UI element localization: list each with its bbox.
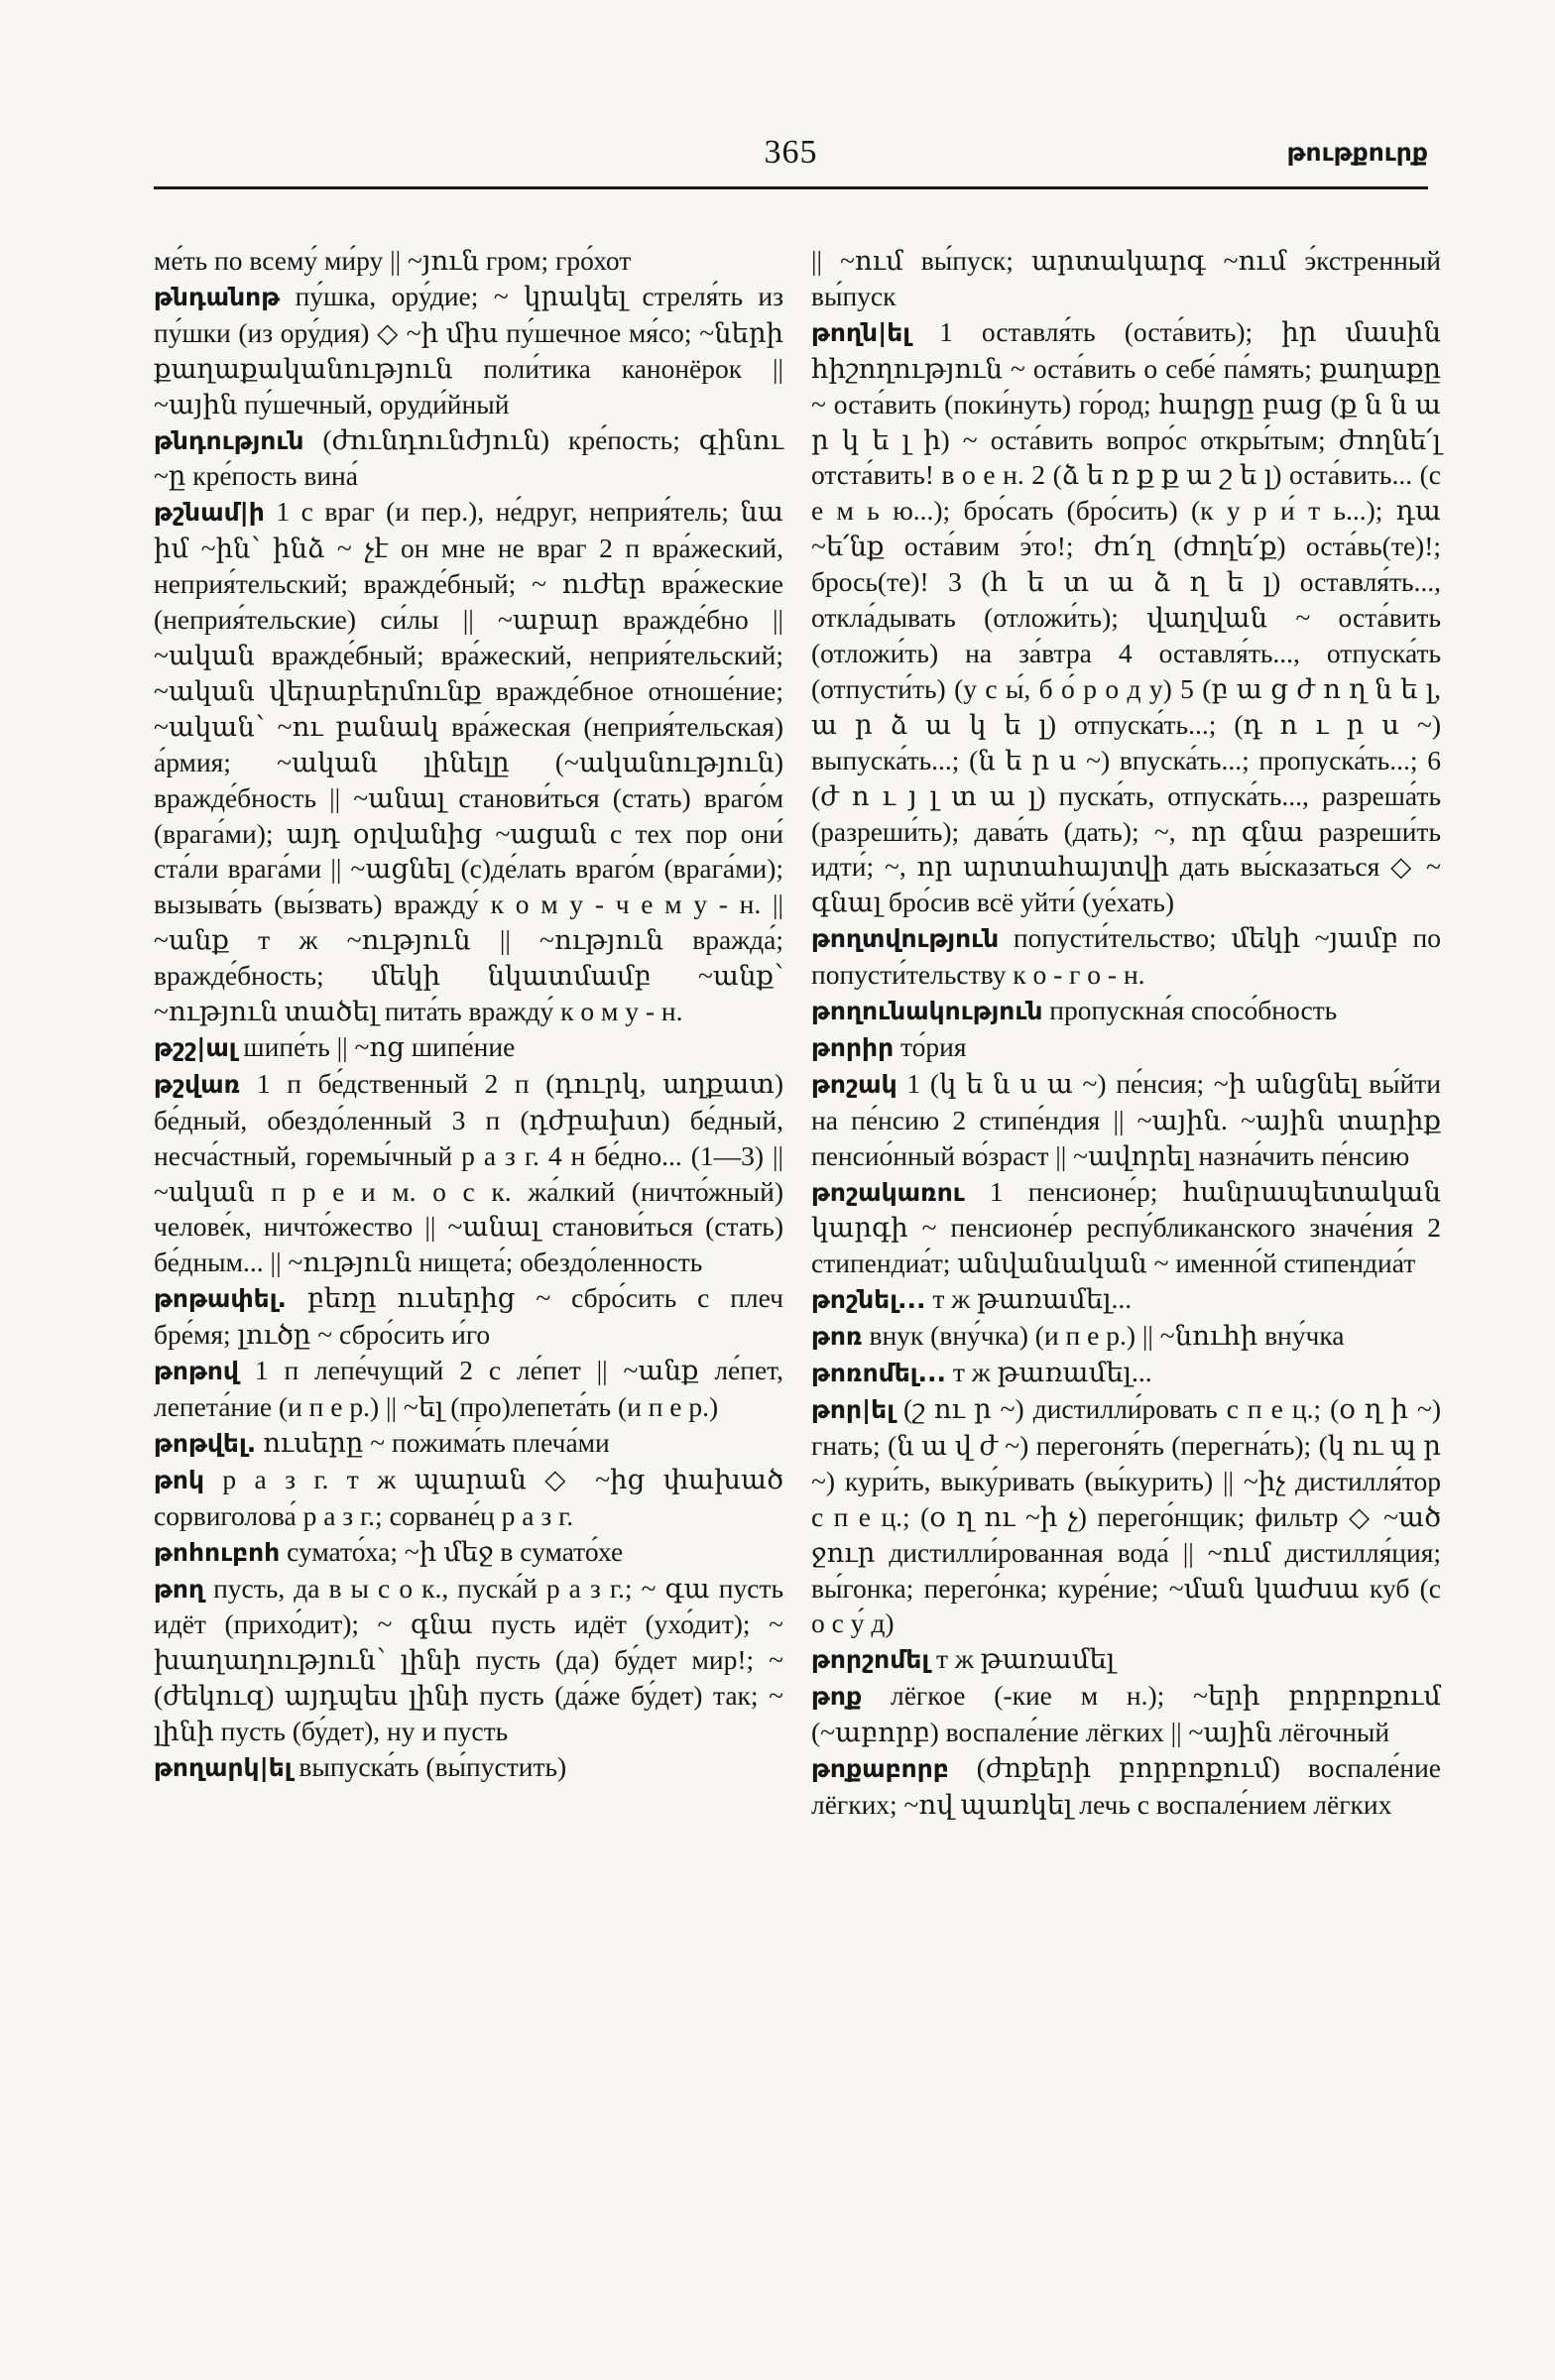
entry-definition: (ժոքերի բորբոքում) воспале́ние лёгких; ~ով պառկել лечь с воспале́нием лёгких (811, 1752, 1442, 1820)
entry-definition: 1 п бе́дственный 2 п (դուրկ, աղքատ) бе́дный, обездо́ленный 3 п (դժբախտ) бе́дный, несча́стный, горемы́чный р а з г. 4 н бе́дно... (1—3) || ~ական п р е и м. о с к. жа́лкий (ничто́жный) челове́к, ничто́жество || ~անալ станови́ться (стать) бе́дным... || ~ություն нищета́; обездо́ленность (154, 1067, 784, 1278)
entry-headword: թողտվություն (811, 924, 1000, 954)
entry-headword: թողն|ել (811, 317, 910, 347)
entry-definition: пусть, да в ы с о к., пуска́й р а з г.; ~ գա пусть идёт (прихо́дит); ~ գնա пусть идёт (ухо́дит); ~ խաղաղություն՝ լինի пусть (да) бу́дет мир!; ~ (ժեկուզ) այդպես լինի пусть (да́же бу́дет) так; ~ լինի пусть (бу́дет), ну и пусть (154, 1572, 783, 1747)
entry-definition: 1 (կ ե ն ս ա ~) пе́нсия; ~ի անցնել вы́йти на пе́нсию 2 стипе́ндия || ~ային. ~ային տարիք пенсио́нный во́зраст || ~ավորել назна́чить пе́нсию (811, 1067, 1441, 1171)
entry-definition: ուսերը ~ пожима́ть плеча́ми (263, 1426, 610, 1458)
dictionary-entry (154, 422, 783, 495)
entry-headword: թողարկ|ել (154, 1753, 293, 1783)
entry-headword: թորիր (811, 1032, 895, 1062)
entry-headword: թորշոմել (811, 1645, 930, 1675)
entry-headword: թոռ (811, 1322, 863, 1352)
dictionary-entry (811, 993, 1441, 1029)
entry-headword: թոթով (154, 1357, 239, 1386)
left-column (154, 243, 783, 1786)
dictionary-entry (811, 1391, 1441, 1641)
entry-headword: թոկ (154, 1465, 205, 1494)
entry-definition: 1 п лепе́чущий 2 с ле́пет || ~անք ле́пет, лепета́ние (и п е р.) || ~ել (про)лепета́ть (и п е р.) (154, 1355, 783, 1422)
entry-headword: թոռոմել... (811, 1359, 946, 1388)
entry-headword: թոքաբորբ (811, 1754, 949, 1784)
entry-headword: թողունակություն (811, 997, 1043, 1026)
entry-definition: сумато́ха; ~ի մեջ в сумато́хе (287, 1535, 624, 1567)
entry-definition: 1 пенсионе́р; հանրապետական կարգի ~ пенсионе́р респу́бликанского значе́ния 2 стипендиа́т; անվանական ~ именно́й стипендиа́т (811, 1175, 1441, 1279)
entry-definition: т ж թառամել... (932, 1283, 1133, 1315)
dictionary-entry (154, 243, 783, 279)
entry-headword: թոք (811, 1682, 863, 1712)
dictionary-entry (811, 1281, 1441, 1318)
dictionary-entry (154, 279, 783, 422)
entry-definition: пропускна́я спосо́бность (1049, 995, 1338, 1026)
entry-definition: բեռը ուսերից ~ сбро́сить с плеч бре́мя; լուծը ~ сбро́сить и́го (154, 1282, 784, 1351)
entry-definition: шипе́ть || ~ոց шипе́ние (243, 1030, 516, 1062)
dictionary-entry (811, 1355, 1441, 1391)
dictionary-entry (811, 1641, 1441, 1678)
entry-definition: то́рия (900, 1030, 967, 1062)
right-column (811, 243, 1441, 1823)
header-rule (154, 186, 1428, 189)
dictionary-entry (811, 243, 1441, 314)
dictionary-entry (811, 1066, 1441, 1174)
dictionary-entry (154, 1280, 783, 1353)
entry-headword: թոթվել. (154, 1428, 257, 1458)
entry-definition: попусти́тельство; մեկի ~յամբ по попусти́тельству к о - г о - н. (811, 922, 1441, 991)
dictionary-entry (811, 1174, 1441, 1282)
page-number: 365 (764, 134, 818, 171)
entry-headword: թշնամ|ի (154, 498, 265, 528)
entry-definition: ме́ть по всему́ ми́ру || ~յուն гром; гро́хот (154, 245, 632, 276)
entry-headword: թոշնել... (811, 1285, 926, 1315)
entry-headword: թոշակ (811, 1069, 897, 1099)
entry-headword: թշվառ (154, 1069, 241, 1099)
entry-definition: 1 оставля́ть (оста́вить); իր մասին հիշողություն ~ оста́вить о себе́ па́мять; քաղաքը ~ оста́вить (поки́нуть) го́род; հարցը բաց (ք ն ն ա ր կ ե լ ի) ~ оста́вить вопро́с откры́тым; ժողնե՛լ отста́вить! в о е н. 2 (ձ ե ռ ք ք ա շ ե լ) оста́вить... (с е м ь ю...); бро́сать (бро́сить) (к у р и́ т ь...); դա ~ե՛նք оста́вим э́то!; ժո՛ղ (ժողե՛ք) оста́вь(те)!; брось(те)! 3 (հ ե տ ա ձ ղ ե լ) оставля́ть..., откла́дывать (отложи́ть); վաղվան ~ оста́вить (отложи́ть) на за́втра 4 оставля́ть..., отпуска́ть (отпусти́ть) (у с ы́, б о́ р о д у) 5 (բ ա ց ժ ո ղ ն ե լ, ա ր ձ ա կ ե լ) отпуска́ть...; (դ ո ւ ր ս ~) выпуска́ть...; (ն ե ր ս ~) впуска́ть...; пропуска́ть...; 6 (ժ ո ւ յ լ տ ա լ) пуска́ть, отпуска́ть..., разреша́ть (разреши́ть); дава́ть (дать); ~, որ գնա разреши́ть идти́; ~, որ արտահայտվի дать вы́сказаться ◇ ~ գնալ бро́сив всё уйти́ (уе́хать) (811, 315, 1441, 918)
entry-definition: || ~ում вы́пуск; արտակարգ ~ում э́кстренный вы́пуск (811, 245, 1441, 311)
entry-headword: թնդանոթ (154, 282, 281, 311)
entry-definition: 1 с враг (и пер.), не́друг, неприя́тель; նա իմ ~ին՝ ինձ ~ չէ он мне не враг 2 п вра́жеский, неприя́тельский; вражде́бный; ~ ուժեր вра́жеские (неприя́тельские) си́лы || ~աբար вражде́бно || ~ական вражде́бный; вра́жеский, неприя́тельский; ~ական վերաբերմունք вражде́бное отноше́ние; ~ական՝ ~ու բանակ вра́жеская (неприя́тельская) а́рмия; ~ական լինելը (~ականություն) вражде́бность || ~անալ станови́ться (стать) враго́м (врага́ми); այդ օրվանից ~ացան с тех пор они́ ста́ли врага́ми || ~ացնել (с)де́лать враго́м (врага́ми); вызыва́ть (вы́звать) вражду́ к о м у - ч е м у - н. || ~անք т ж ~ություն || ~ություն вражда́; вражде́бность; մեկի նկատմամբ ~անք՝ ~ություն տածել пита́ть вражду́ к о м у - н. (154, 496, 783, 1027)
entry-definition: т ж թառամել (935, 1643, 1116, 1675)
entry-headword: թոր|ել (811, 1395, 895, 1424)
entry-headword: թնդություն (154, 425, 304, 455)
dictionary-entry (154, 494, 783, 1029)
dictionary-entry (154, 1353, 783, 1425)
entry-definition: пу́шка, ору́дие; ~ կրակել стреля́ть из пу́шки (из ору́дия) ◇ ~ի միս пу́шечное мя́со; ~ների քաղաքականություն поли́тика канонёрок || ~ային пу́шечный, оруди́йный (154, 280, 783, 419)
entry-definition: лёгкое (-кие м н.); ~երի բորբոքում (~աբորբ) воспале́ние лёгких || ~ային лёгочный (811, 1680, 1441, 1748)
dictionary-entry (154, 1571, 783, 1750)
dictionary-entry (811, 1678, 1441, 1750)
dictionary-entry (811, 1750, 1441, 1823)
entry-headword: թոշակառու (811, 1177, 965, 1207)
entry-definition: р а з г. т ж պարան ◇ ~ից փախած сорвиголова́ р а з г.; сорване́ц р а з г. (154, 1463, 784, 1531)
dictionary-entry (154, 1066, 783, 1280)
entry-definition: т ж թառամել... (952, 1357, 1152, 1388)
dictionary-entry (154, 1749, 783, 1786)
dictionary-entry (154, 1029, 783, 1066)
dictionary-entry (154, 1425, 783, 1462)
page-header (154, 134, 1428, 185)
entry-headword: թոթափել. (154, 1284, 287, 1314)
entry-headword: թող (154, 1574, 205, 1604)
dictionary-entry (154, 1534, 783, 1571)
dictionary-entry (811, 314, 1441, 920)
entry-headword: թշշ|ալ (154, 1032, 237, 1062)
entry-definition: выпуска́ть (вы́пустить) (299, 1751, 567, 1783)
entry-headword: թոհուբոհ (154, 1537, 281, 1567)
dictionary-entry (154, 1462, 783, 1534)
dictionary-entry (811, 920, 1441, 993)
running-head: թութքուրք (1286, 138, 1428, 167)
dictionary-entry (811, 1029, 1441, 1066)
entry-definition: (ժունդունժյուն) кре́пость; գինու ~ը кре́пость вина́ (154, 423, 783, 492)
entry-definition: внук (вну́чка) (и п е р.) || ~նուհի вну́чка (869, 1320, 1345, 1352)
dictionary-entry (811, 1318, 1441, 1355)
entry-definition: (շ ու ր ~) дистилли́ровать с п е ц.; (օ ղ ի ~) гнать; (ն ա վ ժ ~) перегоня́ть (перегна́ть); (կ ու պ ր ~) кури́ть, выку́ривать (вы́курить) || ~իչ дистилля́тор с п е ц.; (օ ղ ու ~ի չ) перего́нщик; фильтр ◇ ~ած ջուր дистилли́рованная вода́ || ~ում дистилля́ция; вы́гонка; перего́нка; куре́ние; ~ման կաժսա куб (с о с у́ д) (811, 1393, 1441, 1639)
